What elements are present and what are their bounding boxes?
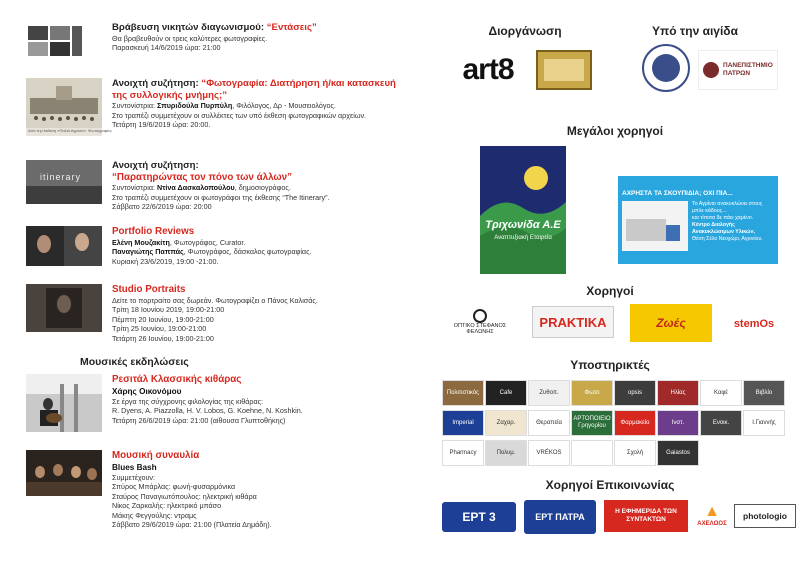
thumbnail-caption: Από την έκθεση «Παλιά Αγρίνιο». Φωτογραφίες	[28, 128, 112, 133]
major-sponsors-title: Μεγάλοι χορηγοί	[566, 124, 664, 138]
supporter-logo: ΑΡΤΟΠΟΙΕΙΟ Γρηγορίου	[571, 410, 613, 436]
event-thumbnail	[26, 160, 102, 204]
supporter-logo	[571, 440, 613, 466]
event-line: Παρασκευή 14/6/2019 ώρα: 21:00	[112, 43, 221, 53]
ert3-logo: ΕΡΤ 3	[442, 502, 516, 532]
supporter-logo: Ηλίας	[657, 380, 699, 406]
praktika-logo: PRAKTIKA	[532, 306, 614, 338]
supporter-logo: Ι.Γιαννής	[743, 410, 785, 436]
event-prefix: Ανοιχτή συζήτηση:	[112, 160, 199, 171]
patron-title: Υπό την αιγίδα	[652, 24, 738, 38]
supporter-logo: VRÉKOS	[528, 440, 570, 466]
supporter-logo: Φωτο	[571, 380, 613, 406]
organizer-title: Διοργάνωση	[488, 24, 562, 38]
event-performer: Blues Bash	[112, 462, 157, 472]
university-seal-icon	[642, 44, 690, 92]
event-prefix: Ανοιχτή συζήτηση:	[112, 78, 199, 89]
event-title: Studio Portraits	[112, 284, 186, 295]
supporter-logo: Καφέ	[700, 380, 742, 406]
trichonida-logo: Τριχωνίδα Α.Ε Αναπτυξιακή Εταιρεία	[480, 146, 566, 274]
event-reviewer: Παναγιώτης Παππάς, Φωτογράφος, δάσκαλος φωτογραφίας.	[112, 247, 312, 257]
events-column	[0, 0, 395, 562]
thumbnail-text: itinerary	[40, 172, 82, 182]
stemos-logo: stemOs	[733, 318, 775, 330]
event-thumbnail	[26, 374, 102, 432]
zoes-logo: Ζωές	[630, 304, 712, 342]
media-sponsors-title: Χορηγοί Επικοινωνίας	[545, 478, 675, 492]
event-text	[112, 374, 402, 425]
event-title: “Φωτογραφία: Διατήρηση ή/και κατασκευή της συλλογικής μνήμης;”	[112, 78, 396, 101]
supporter-logo: Ζυθοπ.	[528, 380, 570, 406]
event-text	[112, 78, 402, 130]
event-text	[112, 226, 402, 266]
event-line: R. Dyens, A. Piazzolla, H. V. Lobos, G. Koehne, N. Koshkin.	[112, 406, 303, 416]
supporter-logo: Ινστ.	[657, 410, 699, 436]
supporter-logo: opsis	[614, 380, 656, 406]
event-title: Ρεσιτάλ Κλασσικής κιθάρας	[112, 374, 242, 385]
efsyn-logo: Η ΕΦΗΜΕΡΙΔΑ ΤΩΝ ΣΥΝΤΑΚΤΩΝ	[604, 500, 688, 532]
supporter-logo: Βιβλίο	[743, 380, 785, 406]
recycling-ad: ΑΧΡΗΣΤΑ ΤΑ ΣΚΟΥΠΙΔΙΑ; ΟΧΙ ΠΙΑ... Το Αγρίνιο ανακυκλώνει στους μπλε κάδους... και τίποτα δε πάει χαμένο. Κέντρο Διαλογής Ανακυκλώσιμων Υλικών, Θέση Σέλο Νεοχώρι, Αγρινίου.	[618, 176, 778, 264]
supporter-logo: Ενοικ.	[700, 410, 742, 436]
ert-patra-logo: ΕΡΤ ΠΑΤΡΑ	[524, 500, 596, 534]
event-text	[112, 450, 402, 530]
event-line: Δείτε το πορτραίτο σας δωρεάν. Φωτογραφίζει ο Πάνος Καλισάς.	[112, 295, 318, 305]
event-coordinator: Συντονίστρια: Ντίνα Δασκαλοπούλου, δημοσιογράφος.	[112, 183, 291, 192]
supporter-logo: Θεραπεία	[528, 410, 570, 436]
event-thumbnail	[26, 78, 112, 136]
supporter-logo: Σχολή	[614, 440, 656, 466]
event-title: “Παρατηρώντας τον πόνο των άλλων”	[112, 171, 293, 183]
university-patras-logo: ΠΑΝΕΠΙΣΤΗΜΙΟ ΠΑΤΡΩΝ	[698, 50, 778, 90]
event-text	[112, 160, 402, 212]
supporter-logo: Πολυμ.	[485, 440, 527, 466]
event-text	[112, 284, 402, 343]
art8-logo: art8	[462, 53, 514, 86]
sponsors-title: Χορηγοί	[586, 284, 634, 298]
event-title: Portfolio Reviews	[112, 226, 195, 237]
acheloos-logo: ▲ ΑΧΕΛΩΟΣ	[697, 503, 727, 527]
supporter-logo: Πολιτιστικός	[442, 380, 484, 406]
supporter-logo: Cafe	[485, 380, 527, 406]
supporter-logo: Ζαχαρ.	[485, 410, 527, 436]
event-line: Κυριακή 23/6/2019, 19:00 -21:00.	[112, 256, 219, 266]
optical-logo: ΟΠΤΙΚΟ ΣΤΕΦΑΝΟΣ ΦΕΛΩΝΗΣ	[442, 304, 518, 340]
event-text	[112, 22, 402, 53]
event-prefix: Βράβευση νικητών διαγωνισμού:	[112, 22, 265, 33]
event-line: Σάββατο 22/6/2019 ώρα: 20:00	[112, 202, 212, 212]
event-line: Μάκης Φεγγούλης: ντραμς	[112, 510, 197, 520]
association-logo	[536, 50, 592, 90]
event-line: Σταύρος Παναγιωτόπουλος: ηλεκτρική κιθάρα	[112, 491, 257, 501]
event-title: “Εντάσεις”	[266, 22, 317, 33]
event-thumbnail	[26, 22, 102, 66]
event-line: Συμμετέχουν:	[112, 472, 156, 482]
event-line: Τρίτη 18 Ιουνίου 2019, 19:00-21:00	[112, 305, 225, 315]
event-line: Νίκος Ζαρκαλής: ηλεκτρικό μπάσο	[112, 501, 222, 511]
event-thumbnail	[26, 284, 102, 332]
supporter-logo: Φαρμακείο	[614, 410, 656, 436]
supporter-logo: Imperial	[442, 410, 484, 436]
event-thumbnail	[26, 226, 102, 266]
event-performer: Χάρης Οικονόμου	[112, 386, 182, 396]
event-line: Σε έργα της σύγχρονης φιλολογίας της κιθάρας:	[112, 396, 264, 406]
supporters-grid	[442, 380, 788, 472]
photologio-logo: photologio	[734, 504, 796, 528]
event-line: Τρίτη 25 Ιουνίου, 19:00-21:00	[112, 324, 207, 334]
event-line: Σάββατο 29/6/2019 ώρα: 21:00 (Πλατεία Δημάδη).	[112, 520, 272, 530]
music-section-heading: Μουσικές εκδηλώσεις	[80, 356, 189, 368]
event-line: Θα βραβευθούν οι τρεις καλύτερες φωτογραφίες.	[112, 33, 268, 43]
event-reviewer: Ελένη Μουζακίτη, Φωτογράφος, Curator.	[112, 237, 246, 247]
supporter-logo: Pharmacy	[442, 440, 484, 466]
event-line: Τετάρτη 19/6/2019 ώρα: 20:00.	[112, 120, 211, 130]
event-line: Σπύρος Μπάρλας: φωνή-φυσαρμόνικα	[112, 482, 236, 492]
event-line: Τετάρτη 26 Ιουνίου, 19:00-21:00	[112, 333, 214, 343]
supporter-logo: Gaiastos	[657, 440, 699, 466]
sponsors-column	[420, 0, 800, 562]
event-line: Στο τραπέζι συμμετέχουν οι συλλέκτες των υπό έκθεση φωτογραφικών αρχείων.	[112, 110, 367, 120]
event-line: Πέμπτη 20 Ιουνίου, 19:00-21:00	[112, 314, 214, 324]
event-coordinator: Συντονίστρια: Σπυριδούλα Πυρπύλη, Φιλόλογος, Δρ - Μουσειολόγος.	[112, 101, 336, 110]
event-title: Μουσική συναυλία	[112, 450, 200, 461]
event-line: Στο τραπέζι συμμετέχουν οι φωτογράφοι της έκθεσης “The Itinerary”.	[112, 192, 330, 202]
event-thumbnail	[26, 450, 102, 496]
event-line: Τετάρτη 26/6/2019 ώρα: 21:00 (αίθουσα Γλυπτοθήκης)	[112, 415, 286, 425]
supporters-title: Υποστηρικτές	[570, 358, 650, 372]
